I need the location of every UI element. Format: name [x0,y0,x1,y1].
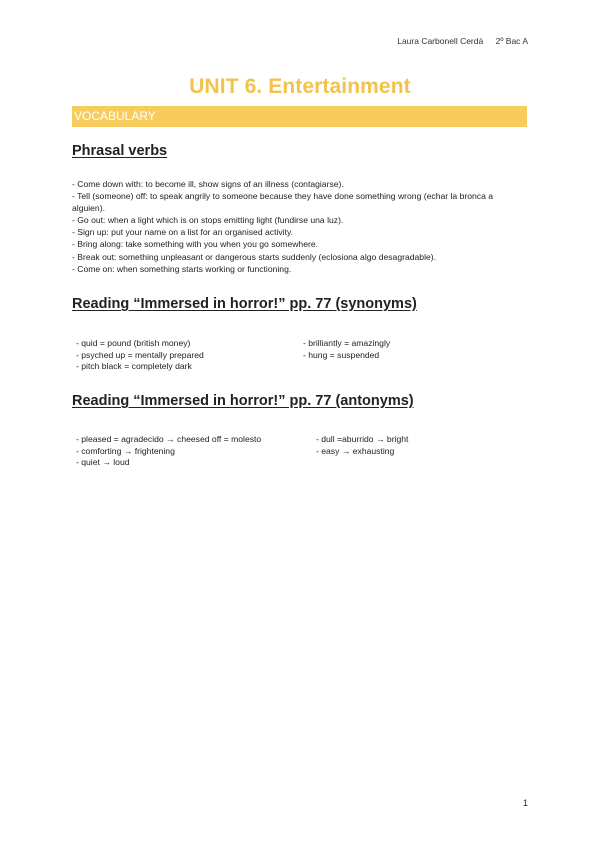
list-item: - easy → exhausting [316,445,395,456]
list-item: - Bring along: take something with you when you go somewhere. [72,239,319,250]
page-header [387,36,528,46]
phrasal-verbs-heading: Phrasal verbs [72,143,168,159]
page-title: UNIT 6. Entertainment [189,75,411,98]
list-item: - hung = suspended [303,349,380,360]
synonyms-right-list [303,338,390,361]
list-item: - quiet → loud [76,457,130,468]
list-item: - pitch black = completely dark [76,361,192,372]
list-item: - brilliantly = amazingly [303,338,391,348]
list-item: - Come on: when something starts working or functioning. [72,263,292,274]
page-number: 1 [522,798,528,808]
synonyms-left-list [76,338,204,373]
list-item: - Sign up: put your name on a list for an organised activity. [72,227,294,238]
phrasal-verbs-list [72,178,528,275]
list-item: - Go out: when a light which is on stops emitting light (fundirse una luz). [72,215,344,226]
section-banner: VOCABULARY [72,106,527,127]
list-item: - pleased = agradecido → cheesed off = molesto [76,434,262,444]
list-item: - quid = pound (british money) [76,338,191,348]
list-item: - Come down with: to become ill, show signs of an illness (contagiarse). [72,179,344,189]
list-item: - Tell (someone) off: to speak angrily to someone because they have done something wrong (echar la bronca a alguien). [72,191,494,214]
list-item: - dull =aburrido → bright [316,434,409,444]
list-item: - Break out: something unpleasant or dangerous starts suddenly (eclosiona algo desagradable). [72,251,437,262]
antonyms-right-list [316,434,408,457]
synonyms-heading: Reading “Immersed in horror!” pp. 77 (synonyms) [72,296,417,312]
antonyms-heading: Reading “Immersed in horror!” pp. 77 (antonyms) [72,393,414,409]
list-item: - psyched up = mentally prepared [76,349,204,360]
antonyms-left-list [76,434,261,469]
class-label: 2º Bac A [495,36,528,46]
list-item: - comforting → frightening [76,445,175,456]
author-name: Laura Carbonell Cerdá [397,36,484,46]
